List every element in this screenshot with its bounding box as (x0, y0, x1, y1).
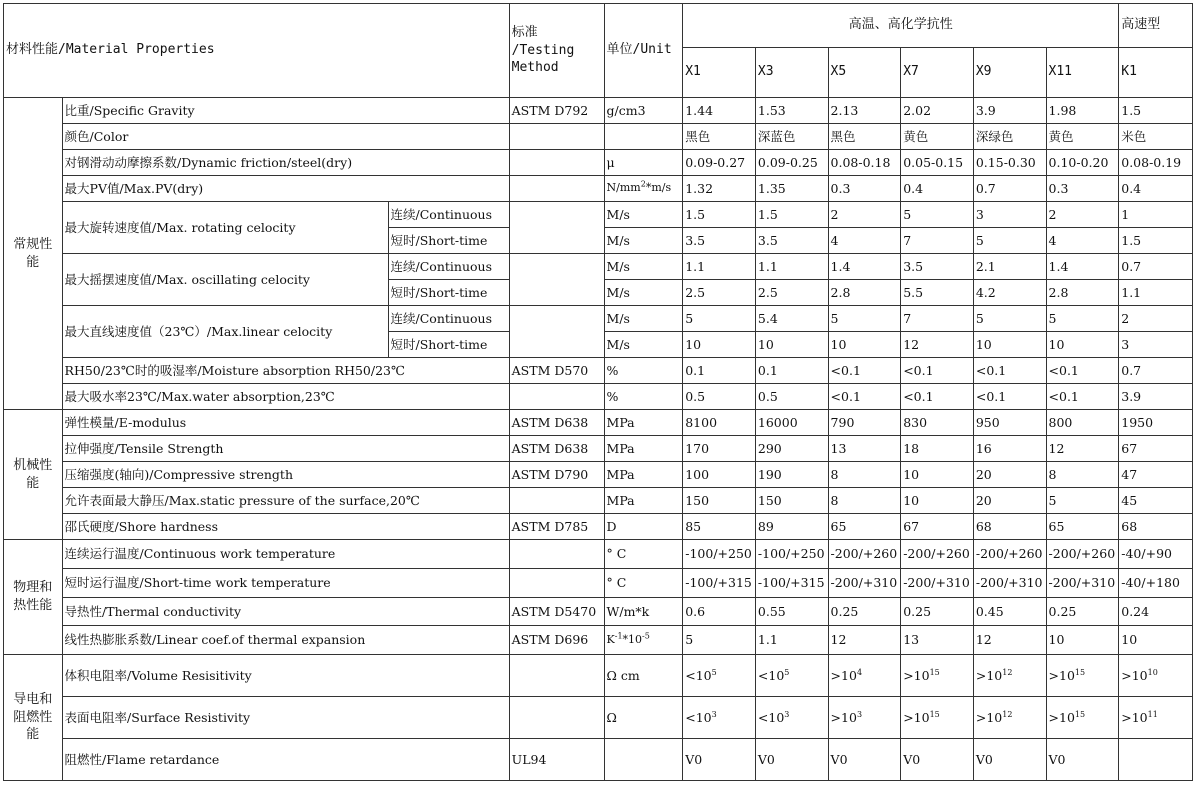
value-cell: $>10^{15}$ (901, 697, 974, 739)
superscript: -5 (642, 631, 650, 641)
table-row (4, 739, 1193, 781)
value-cell: -200/+260 (1046, 540, 1119, 569)
header-grade: X5 (828, 48, 901, 98)
value-cell: -200/+260 (828, 540, 901, 569)
value-cell: 12 (1046, 436, 1119, 462)
value-cell: 1.4 (828, 254, 901, 280)
value-cell: 2 (1046, 202, 1119, 228)
value-cell: $>10^3$ (828, 697, 901, 739)
value-cell: 790 (828, 410, 901, 436)
unit: M/s (604, 306, 683, 332)
superscript: 2 (640, 179, 646, 189)
value-cell: $>10^{15}$ (1046, 697, 1119, 739)
value-cell: 1.1 (755, 626, 828, 655)
table-row (4, 306, 1193, 332)
value-cell: 10 (901, 462, 974, 488)
property-name: 最大PV值/Max.PV(dry) (62, 176, 509, 202)
testing-method: ASTM D790 (509, 462, 604, 488)
value-cell: 黄色 (901, 124, 974, 150)
value-cell: 3.5 (901, 254, 974, 280)
value-cell: 8 (828, 488, 901, 514)
superscript: 3 (856, 709, 863, 719)
testing-method: ASTM D785 (509, 514, 604, 540)
property-name: 体积电阻率/Volume Resisitivity (62, 655, 509, 697)
value-cell: 1.44 (683, 98, 756, 124)
value-cell: 100 (683, 462, 756, 488)
value-cell: 3.5 (683, 228, 756, 254)
value-cell: -200/+310 (973, 569, 1046, 598)
value-cell: V0 (1046, 739, 1119, 781)
value-cell: 1.5 (755, 202, 828, 228)
unit: Ω cm (604, 655, 683, 697)
value-cell: 1.32 (683, 176, 756, 202)
unit: $K^{-1}*10^{-5}$ (604, 626, 683, 655)
value-cell: 0.15-0.30 (973, 150, 1046, 176)
testing-method (509, 488, 604, 514)
sub-condition: 连续/Continuous (388, 306, 509, 332)
value-cell: 1.5 (683, 202, 756, 228)
value-cell: 150 (755, 488, 828, 514)
testing-method: ASTM D792 (509, 98, 604, 124)
value-cell: 2 (1119, 306, 1193, 332)
value-cell: 2 (828, 202, 901, 228)
property-name: 比重/Specific Gravity (62, 98, 509, 124)
table-row (4, 626, 1193, 655)
testing-method: ASTM D5470 (509, 598, 604, 626)
value-cell: 950 (973, 410, 1046, 436)
value-cell: 12 (973, 626, 1046, 655)
value-cell: 1.98 (1046, 98, 1119, 124)
value-cell: 2.8 (1046, 280, 1119, 306)
testing-method (509, 124, 604, 150)
superscript: 10 (1147, 667, 1158, 677)
header-grade: X11 (1046, 48, 1119, 98)
value-cell: 0.7 (973, 176, 1046, 202)
testing-method (509, 306, 604, 358)
value-cell: 1.35 (755, 176, 828, 202)
value-cell: 10 (1046, 626, 1119, 655)
value-cell: 68 (1119, 514, 1193, 540)
value-cell: V0 (901, 739, 974, 781)
unit: M/s (604, 332, 683, 358)
value-cell: 0.09-0.25 (755, 150, 828, 176)
value-cell: 16000 (755, 410, 828, 436)
value-cell: 0.08-0.19 (1119, 150, 1193, 176)
value-cell: 0.5 (755, 384, 828, 410)
value-cell: 0.25 (828, 598, 901, 626)
testing-method (509, 569, 604, 598)
value-cell: 2.13 (828, 98, 901, 124)
value-cell: 5 (901, 202, 974, 228)
value-cell: 2.5 (683, 280, 756, 306)
testing-method (509, 176, 604, 202)
table-row (4, 176, 1193, 202)
table-row (4, 384, 1193, 410)
value-cell: 0.6 (683, 598, 756, 626)
value-cell: $>10^{11}$ (1119, 697, 1193, 739)
value-cell: 1.1 (755, 254, 828, 280)
value-cell: <0.1 (973, 358, 1046, 384)
value-cell: V0 (828, 739, 901, 781)
value-cell: $<10^5$ (755, 655, 828, 697)
value-cell: 4.2 (973, 280, 1046, 306)
value-cell: <0.1 (901, 384, 974, 410)
value-cell: 47 (1119, 462, 1193, 488)
testing-method: ASTM D638 (509, 436, 604, 462)
value-cell: 5 (683, 306, 756, 332)
table-row (4, 462, 1193, 488)
value-cell: 10 (828, 332, 901, 358)
value-cell: 1.4 (1046, 254, 1119, 280)
table-row (4, 569, 1193, 598)
value-cell: 190 (755, 462, 828, 488)
table-row (4, 488, 1193, 514)
property-name: 最大吸水率23℃/Max.water absorption,23℃ (62, 384, 509, 410)
testing-method (509, 697, 604, 739)
header-grade: X9 (973, 48, 1046, 98)
table-row (4, 540, 1193, 569)
value-cell: 13 (901, 626, 974, 655)
header-row (4, 4, 1193, 48)
value-cell: $<10^5$ (683, 655, 756, 697)
superscript: 3 (784, 709, 790, 719)
unit: MPa (604, 410, 683, 436)
table-row (4, 436, 1193, 462)
unit: MPa (604, 488, 683, 514)
value-cell: -200/+260 (901, 540, 974, 569)
value-cell: <0.1 (828, 384, 901, 410)
category-electrical: 导电和阻燃性能 (4, 655, 63, 781)
unit: M/s (604, 254, 683, 280)
value-cell: 0.3 (1046, 176, 1119, 202)
value-cell: 1.53 (755, 98, 828, 124)
table-row (4, 410, 1193, 436)
unit: M/s (604, 228, 683, 254)
value-cell: 5.5 (901, 280, 974, 306)
value-cell: 5 (1046, 306, 1119, 332)
value-cell: $>10^{10}$ (1119, 655, 1193, 697)
value-cell: 深绿色 (973, 124, 1046, 150)
value-cell: -100/+250 (755, 540, 828, 569)
value-cell: 0.7 (1119, 254, 1193, 280)
superscript: 5 (784, 667, 790, 677)
value-cell: -40/+90 (1119, 540, 1193, 569)
value-cell: 1.1 (1119, 280, 1193, 306)
value-cell: 2.8 (828, 280, 901, 306)
header-unit: 单位/Unit (604, 4, 683, 98)
value-cell: 0.08-0.18 (828, 150, 901, 176)
value-cell: 8 (828, 462, 901, 488)
property-name: 导热性/Thermal conductivity (62, 598, 509, 626)
value-cell: 0.5 (683, 384, 756, 410)
property-name: 短时运行温度/Short-time work temperature (62, 569, 509, 598)
value-cell: 45 (1119, 488, 1193, 514)
value-cell: V0 (755, 739, 828, 781)
value-cell: 0.25 (1046, 598, 1119, 626)
property-name: 最大旋转速度值/Max. rotating celocity (62, 202, 388, 254)
value-cell: V0 (683, 739, 756, 781)
material-properties-table (3, 3, 1193, 781)
value-cell: 黑色 (683, 124, 756, 150)
table-row (4, 98, 1193, 124)
value-cell: -100/+315 (755, 569, 828, 598)
value-cell: 89 (755, 514, 828, 540)
value-cell: 3 (973, 202, 1046, 228)
superscript: 11 (1147, 709, 1158, 719)
testing-method: ASTM D570 (509, 358, 604, 384)
property-name: 邵氏硬度/Shore hardness (62, 514, 509, 540)
superscript: 12 (1002, 709, 1013, 719)
header-grade: X3 (755, 48, 828, 98)
value-cell: 3.9 (1119, 384, 1193, 410)
value-cell: 0.05-0.15 (901, 150, 974, 176)
value-cell: 3.9 (973, 98, 1046, 124)
value-cell: 8100 (683, 410, 756, 436)
unit: $N/mm^2*m/s$ (604, 176, 683, 202)
value-cell: 16 (973, 436, 1046, 462)
table-row (4, 202, 1193, 228)
value-cell: 830 (901, 410, 974, 436)
table-row (4, 514, 1193, 540)
table-row (4, 254, 1193, 280)
unit: D (604, 514, 683, 540)
value-cell: 2.1 (973, 254, 1046, 280)
property-name: 最大摇摆速度值/Max. oscillating celocity (62, 254, 388, 306)
testing-method (509, 254, 604, 306)
header-group-high-temp: 高温、高化学抗性 (683, 4, 1119, 48)
header-group-high-speed: 高速型 (1119, 4, 1193, 48)
value-cell: 0.10-0.20 (1046, 150, 1119, 176)
unit: M/s (604, 202, 683, 228)
value-cell: 1 (1119, 202, 1193, 228)
superscript: 3 (711, 709, 717, 719)
property-name: 对钢滑动动摩擦系数/Dynamic friction/steel(dry) (62, 150, 509, 176)
header-testing-method: 标准 /Testing Method (509, 4, 604, 98)
property-name: 拉伸强度/Tensile Strength (62, 436, 509, 462)
superscript: 15 (1074, 709, 1086, 719)
sub-condition: 短时/Short-time (388, 332, 509, 358)
value-cell: 68 (973, 514, 1046, 540)
value-cell: 0.1 (755, 358, 828, 384)
value-cell: 5 (973, 228, 1046, 254)
header-grade: K1 (1119, 48, 1193, 98)
value-cell: 0.3 (828, 176, 901, 202)
unit: M/s (604, 280, 683, 306)
superscript: 15 (929, 709, 940, 719)
table-row (4, 598, 1193, 626)
unit (604, 739, 683, 781)
value-cell: 12 (828, 626, 901, 655)
property-name: 表面电阻率/Surface Resistivity (62, 697, 509, 739)
table-row (4, 358, 1193, 384)
header-material-properties: 材料性能/Material Properties (4, 4, 510, 98)
value-cell: <0.1 (1046, 384, 1119, 410)
property-name: 颜色/Color (62, 124, 509, 150)
value-cell: -100/+250 (683, 540, 756, 569)
category-general: 常规性能 (4, 98, 63, 410)
superscript: -1 (614, 631, 623, 641)
unit: ° C (604, 540, 683, 569)
unit: g/cm3 (604, 98, 683, 124)
value-cell: 1.1 (683, 254, 756, 280)
value-cell: 2.02 (901, 98, 974, 124)
value-cell: 5.4 (755, 306, 828, 332)
value-cell: 20 (973, 462, 1046, 488)
testing-method (509, 540, 604, 569)
unit: μ (604, 150, 683, 176)
category-mechanical: 机械性能 (4, 410, 63, 540)
superscript: 15 (929, 667, 940, 677)
value-cell: 18 (901, 436, 974, 462)
value-cell: <0.1 (1046, 358, 1119, 384)
testing-method (509, 202, 604, 254)
unit: % (604, 384, 683, 410)
value-cell: 黄色 (1046, 124, 1119, 150)
value-cell: 5 (683, 626, 756, 655)
value-cell: 290 (755, 436, 828, 462)
value-cell: <0.1 (828, 358, 901, 384)
value-cell: 10 (1046, 332, 1119, 358)
value-cell: 800 (1046, 410, 1119, 436)
value-cell: 3.5 (755, 228, 828, 254)
property-name: 线性热膨胀系数/Linear coef.of thermal expansion (62, 626, 509, 655)
value-cell: -200/+310 (1046, 569, 1119, 598)
testing-method (509, 150, 604, 176)
value-cell: 150 (683, 488, 756, 514)
value-cell: 5 (973, 306, 1046, 332)
value-cell: 0.45 (973, 598, 1046, 626)
value-cell: 10 (683, 332, 756, 358)
value-cell: 10 (973, 332, 1046, 358)
property-name: 压缩强度(轴向)/Compressive strength (62, 462, 509, 488)
testing-method: ASTM D696 (509, 626, 604, 655)
unit: MPa (604, 436, 683, 462)
value-cell: $<10^3$ (683, 697, 756, 739)
sub-condition: 短时/Short-time (388, 280, 509, 306)
value-cell: 深蓝色 (755, 124, 828, 150)
table-row (4, 697, 1193, 739)
value-cell: $>10^{15}$ (901, 655, 974, 697)
value-cell: 0.09-0.27 (683, 150, 756, 176)
value-cell: $>10^{15}$ (1046, 655, 1119, 697)
sub-condition: 连续/Continuous (388, 202, 509, 228)
value-cell: -200/+310 (901, 569, 974, 598)
property-name: RH50/23℃时的吸湿率/Moisture absorption RH50/23℃ (62, 358, 509, 384)
value-cell: 1950 (1119, 410, 1193, 436)
value-cell: 1.5 (1119, 98, 1193, 124)
value-cell: 7 (901, 228, 974, 254)
value-cell: 1.5 (1119, 228, 1193, 254)
property-name: 连续运行温度/Continuous work temperature (62, 540, 509, 569)
superscript: 12 (1002, 667, 1013, 677)
value-cell: 黑色 (828, 124, 901, 150)
value-cell: 65 (1046, 514, 1119, 540)
value-cell: 4 (1046, 228, 1119, 254)
value-cell: 65 (828, 514, 901, 540)
value-cell: <0.1 (901, 358, 974, 384)
value-cell: 3 (1119, 332, 1193, 358)
unit (604, 124, 683, 150)
table-row (4, 124, 1193, 150)
value-cell (1119, 739, 1193, 781)
value-cell: 67 (901, 514, 974, 540)
value-cell: 0.25 (901, 598, 974, 626)
value-cell: 5 (828, 306, 901, 332)
value-cell: 0.24 (1119, 598, 1193, 626)
unit: MPa (604, 462, 683, 488)
unit: % (604, 358, 683, 384)
superscript: 15 (1074, 667, 1086, 677)
value-cell: V0 (973, 739, 1046, 781)
value-cell: 0.7 (1119, 358, 1193, 384)
value-cell: 67 (1119, 436, 1193, 462)
category-thermal: 物理和热性能 (4, 540, 63, 655)
testing-method: UL94 (509, 739, 604, 781)
value-cell: $>10^4$ (828, 655, 901, 697)
value-cell: -100/+315 (683, 569, 756, 598)
value-cell: 13 (828, 436, 901, 462)
testing-method (509, 384, 604, 410)
unit: ° C (604, 569, 683, 598)
value-cell: 20 (973, 488, 1046, 514)
table-row (4, 655, 1193, 697)
testing-method: ASTM D638 (509, 410, 604, 436)
sub-condition: 短时/Short-time (388, 228, 509, 254)
value-cell: 10 (901, 488, 974, 514)
property-name: 弹性模量/E-modulus (62, 410, 509, 436)
property-name: 允许表面最大静压/Max.static pressure of the surface,20℃ (62, 488, 509, 514)
value-cell: 12 (901, 332, 974, 358)
value-cell: 10 (1119, 626, 1193, 655)
property-name: 阻燃性/Flame retardance (62, 739, 509, 781)
property-name: 最大直线速度值（23℃）/Max.linear celocity (62, 306, 388, 358)
header-grade: X7 (901, 48, 974, 98)
table-row (4, 150, 1193, 176)
superscript: 4 (856, 667, 863, 677)
value-cell: 0.4 (1119, 176, 1193, 202)
value-cell: 0.1 (683, 358, 756, 384)
value-cell: 170 (683, 436, 756, 462)
value-cell: -200/+310 (828, 569, 901, 598)
header-grade: X1 (683, 48, 756, 98)
value-cell: 7 (901, 306, 974, 332)
value-cell: 0.4 (901, 176, 974, 202)
value-cell: 85 (683, 514, 756, 540)
value-cell: $<10^3$ (755, 697, 828, 739)
value-cell: $>10^{12}$ (973, 697, 1046, 739)
testing-method (509, 655, 604, 697)
unit: W/m*k (604, 598, 683, 626)
value-cell: <0.1 (973, 384, 1046, 410)
sub-condition: 连续/Continuous (388, 254, 509, 280)
value-cell: 2.5 (755, 280, 828, 306)
value-cell: -40/+180 (1119, 569, 1193, 598)
value-cell: 8 (1046, 462, 1119, 488)
value-cell: 4 (828, 228, 901, 254)
unit: Ω (604, 697, 683, 739)
value-cell: 米色 (1119, 124, 1193, 150)
value-cell: 5 (1046, 488, 1119, 514)
value-cell: 0.55 (755, 598, 828, 626)
value-cell: $>10^{12}$ (973, 655, 1046, 697)
superscript: 5 (711, 667, 717, 677)
value-cell: 10 (755, 332, 828, 358)
value-cell: -200/+260 (973, 540, 1046, 569)
